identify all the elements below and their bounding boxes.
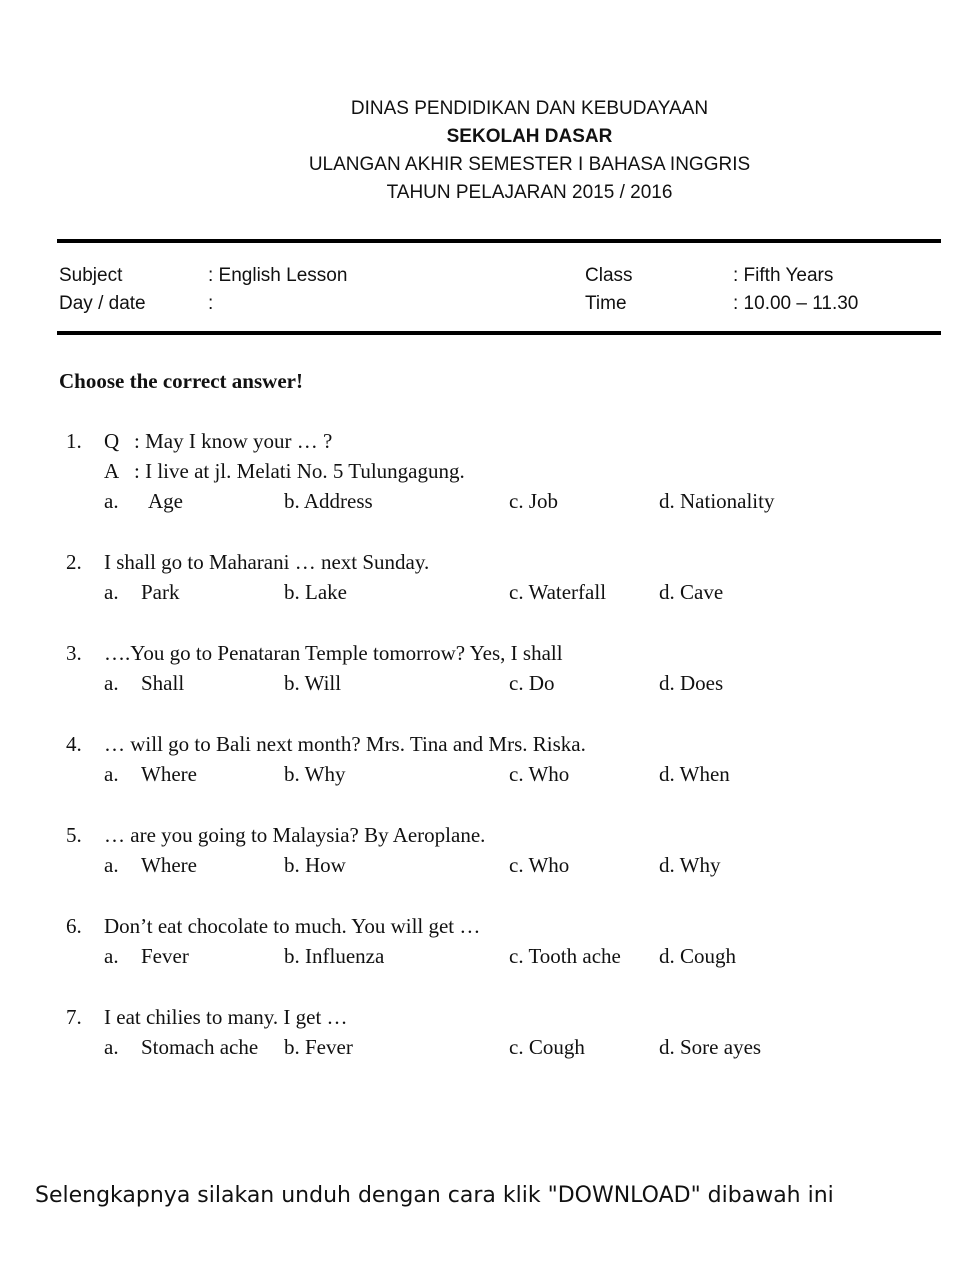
option-a-letter: a. xyxy=(104,671,119,695)
class-label: Class xyxy=(585,265,633,286)
question-number: 4. xyxy=(66,732,82,756)
header-line-exam: ULANGAN AKHIR SEMESTER I BAHASA INGGRIS xyxy=(308,154,751,175)
question-number: 7. xyxy=(66,1005,82,1029)
option-b: b. Will xyxy=(284,671,342,695)
divider-top xyxy=(57,239,941,243)
time-label: Time xyxy=(585,293,627,314)
option-d: d. Does xyxy=(659,671,724,695)
option-d: d. Nationality xyxy=(659,489,775,513)
option-a-letter: a. xyxy=(104,762,119,786)
option-d: d. Cough xyxy=(659,944,737,968)
option-a-letter: a. xyxy=(104,944,119,968)
question-text: I shall go to Maharani … next Sunday. xyxy=(104,550,430,574)
header-line-year: TAHUN PELAJARAN 2015 / 2016 xyxy=(386,182,673,203)
header-line-agency: DINAS PENDIDIKAN DAN KEBUDAYAAN xyxy=(350,98,709,119)
question-a-text: : I live at jl. Melati No. 5 Tulungagung. xyxy=(134,459,465,483)
option-a: Age xyxy=(148,489,183,513)
question-number: 6. xyxy=(66,914,82,938)
question-a-label: A xyxy=(104,459,120,483)
question-q-text: : May I know your … ? xyxy=(134,429,333,453)
option-c: c. Job xyxy=(509,489,558,513)
option-a-letter: a. xyxy=(104,853,119,877)
option-d: d. Why xyxy=(659,853,721,877)
header-line-school: SEKOLAH DASAR xyxy=(446,126,613,147)
divider-bottom xyxy=(57,331,941,335)
option-a: Fever xyxy=(141,944,189,968)
question-text: … will go to Bali next month? Mrs. Tina and Mrs. Riska. xyxy=(104,732,586,756)
question-number: 2. xyxy=(66,550,82,574)
subject-value: : English Lesson xyxy=(208,265,348,286)
option-a: Where xyxy=(141,853,197,877)
option-b: b. How xyxy=(284,853,346,877)
option-b: b. Lake xyxy=(284,580,347,604)
question-text: I eat chilies to many. I get … xyxy=(104,1005,348,1029)
option-c: c. Who xyxy=(509,853,570,877)
option-d: d. Cave xyxy=(659,580,724,604)
download-note: Selengkapnya silakan unduh dengan cara klik "DOWNLOAD" dibawah ini xyxy=(35,1183,834,1208)
option-a-letter: a. xyxy=(104,1035,119,1059)
question-number: 3. xyxy=(66,641,82,665)
question-text: Don’t eat chocolate to much. You will get … xyxy=(104,914,481,938)
option-d: d. Sore ayes xyxy=(659,1035,762,1059)
subject-label: Subject xyxy=(59,265,123,286)
option-c: c. Cough xyxy=(509,1035,585,1059)
question-number: 1. xyxy=(66,429,82,453)
option-c: c. Tooth ache xyxy=(509,944,621,968)
option-d: d. When xyxy=(659,762,730,786)
question-text: … are you going to Malaysia? By Aeroplane. xyxy=(104,823,486,847)
option-c: c. Do xyxy=(509,671,555,695)
option-a: Shall xyxy=(141,671,185,695)
option-a: Where xyxy=(141,762,197,786)
option-b: b. Address xyxy=(284,489,373,513)
option-a-letter: a. xyxy=(104,489,119,513)
day-value: : xyxy=(208,293,214,314)
question-number: 5. xyxy=(66,823,82,847)
instruction: Choose the correct answer! xyxy=(59,369,303,393)
day-label: Day / date xyxy=(59,293,146,314)
option-a: Park xyxy=(141,580,180,604)
option-c: c. Who xyxy=(509,762,570,786)
question-q-label: Q xyxy=(104,429,120,453)
class-value: : Fifth Years xyxy=(733,265,834,286)
option-b: b. Fever xyxy=(284,1035,353,1059)
question-text: ….You go to Penataran Temple tomorrow? Yes, I shall xyxy=(104,641,563,665)
option-a-letter: a. xyxy=(104,580,119,604)
time-value: : 10.00 – 11.30 xyxy=(733,293,859,314)
option-a: Stomach ache xyxy=(141,1035,259,1059)
option-c: c. Waterfall xyxy=(509,580,607,604)
option-b: b. Influenza xyxy=(284,944,385,968)
option-b: b. Why xyxy=(284,762,346,786)
